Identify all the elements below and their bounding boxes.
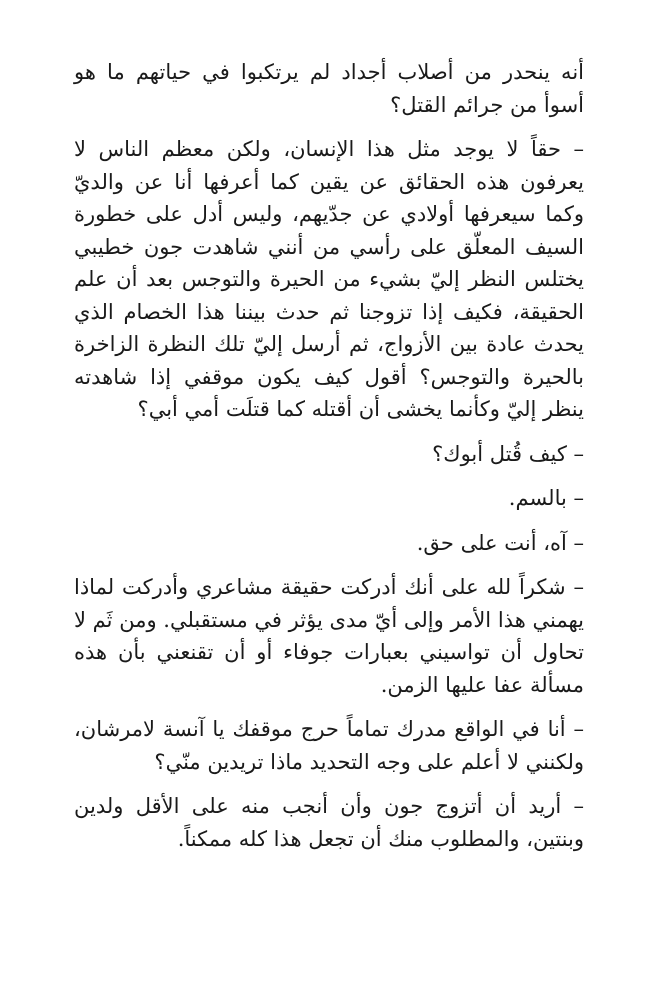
paragraph-6: – شكراً لله على أنك أدركت حقيقة مشاعري وأدركت لماذا يهمني هذا الأمر وإلى أيّ مدى يؤثر في مستقبلي. ومن ثَم لا تحاول أن تواسيني بعبارات جوفاء أو أن تقنعني بأن هذه مسألة عفا عليها الزمن. [74, 575, 584, 697]
paragraph-4: – بالسم. [508, 486, 584, 510]
book-page-text [74, 56, 584, 867]
paragraph-1: أنه ينحدر من أصلاب أجداد لم يرتكبوا في حياتهم ما هو أسوأ من جرائم القتل؟ [74, 60, 584, 117]
paragraph-3: – كيف قُتل أبوك؟ [432, 441, 584, 466]
paragraph-8: – أريد أن أتزوج جون وأن أنجب منه على الأقل ولدين وبنتين، والمطلوب منك أن تجعل هذا كله ممكناً. [74, 794, 584, 851]
paragraph-7: – أنا في الواقع مدرك تماماً حرج موقفك يا آنسة لامرشان، ولكنني لا أعلم على وجه التحديد ماذا تريدين منّي؟ [74, 717, 584, 774]
paragraph-5: – آه، أنت على حق. [416, 530, 584, 555]
paragraph-2: – حقاً لا يوجد مثل هذا الإنسان، ولكن معظم الناس لا يعرفون هذه الحقائق عن يقين كما أعرفها أنا عن والديّ وكما سيعرفها أولادي عن جدّيهم، وليس أدل على خطورة السيف المعلّق على رأسي من أنني شاهدت جون خطيبي يختلس النظر إليّ بشيء من الحيرة والتوجس بعد أن علم الحقيقة، فكيف إذا تزوجنا ثم حدث بيننا هذا الخصام الذي يحدث عادة بين الأزواج، ثم أرسل إليّ تلك النظرة الزاخرة بالحيرة والتوجس؟ أقول كيف يكون موقفي إذا شاهدته ينظر إليّ وكأنما يخشى أن أقتله كما قتلَت أمي أبي؟ [74, 137, 584, 421]
